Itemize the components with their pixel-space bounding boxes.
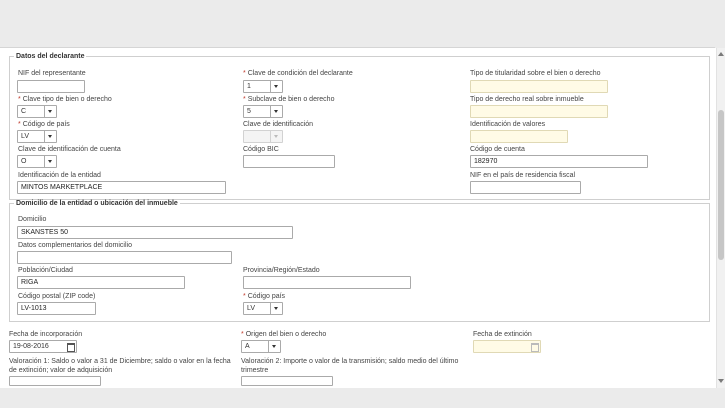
- chevron-down-icon[interactable]: [44, 156, 56, 167]
- valoracion2-label: Valoración 2: Importe o valor de la transmisión; saldo medio del último trimestre: [241, 358, 459, 374]
- clave-identificacion-cuenta-select[interactable]: [17, 155, 57, 168]
- valoracion1-label: Valoración 1: Saldo o valor a 31 de Diciembre; saldo o valor en la fecha de extinción; valor de adquisición: [9, 358, 231, 374]
- valoracion1-input[interactable]: [9, 376, 101, 386]
- tipo-titularidad-label: Tipo de titularidad sobre el bien o derecho: [470, 70, 601, 77]
- poblacion-label: Población/Ciudad: [18, 267, 73, 274]
- origen-bien-select[interactable]: [241, 340, 281, 353]
- clave-tipo-bien-select[interactable]: [17, 105, 57, 118]
- nif-residencia-label: NIF en el país de residencia fiscal: [470, 172, 576, 179]
- clave-condicion-select[interactable]: [243, 80, 283, 93]
- required-mark: *: [243, 293, 246, 300]
- required-mark: *: [243, 96, 246, 103]
- identificacion-entidad-input[interactable]: MINTOS MARKETPLACE: [17, 181, 226, 194]
- clave-condicion-value: 1: [247, 83, 251, 90]
- clave-identificacion-select[interactable]: [243, 130, 283, 143]
- fecha-extincion-input[interactable]: [473, 340, 541, 353]
- codigo-pais-value: LV: [21, 133, 30, 140]
- clave-condicion-text: Clave de condición del declarante: [247, 70, 353, 77]
- required-mark: *: [241, 331, 244, 338]
- chevron-down-icon[interactable]: [268, 341, 280, 352]
- codigo-pais-dom-label: [243, 292, 285, 301]
- provincia-label: Provincia/Región/Estado: [243, 267, 320, 274]
- required-mark: *: [18, 121, 21, 128]
- nif-representante-input[interactable]: [17, 80, 85, 93]
- codigo-cuenta-label: Código de cuenta: [470, 146, 525, 153]
- bottom-background: [0, 388, 725, 408]
- declarante-fieldset: [9, 53, 710, 200]
- codigo-pais-select[interactable]: [17, 130, 57, 143]
- codigo-bic-input[interactable]: [243, 155, 335, 168]
- clave-identificacion-cuenta-value: O: [21, 158, 27, 165]
- identificacion-entidad-label: Identificación de la entidad: [18, 172, 101, 179]
- subclave-bien-value: 5: [247, 108, 251, 115]
- fecha-incorporacion-value: 19-08-2016: [13, 343, 49, 350]
- nif-residencia-input[interactable]: [470, 181, 581, 194]
- chevron-down-icon[interactable]: [270, 303, 282, 314]
- identificacion-valores-label: Identificación de valores: [470, 121, 546, 128]
- origen-bien-label: [241, 330, 326, 339]
- origen-bien-text: Origen del bien o derecho: [245, 331, 327, 338]
- tipo-titularidad-input[interactable]: [470, 80, 608, 93]
- chevron-down-icon: [270, 131, 282, 142]
- calendar-icon[interactable]: [65, 341, 76, 352]
- domicilio-input[interactable]: SKANSTES 50: [17, 226, 293, 239]
- chevron-down-icon[interactable]: [270, 81, 282, 92]
- clave-tipo-bien-text: Clave tipo de bien o derecho: [22, 96, 112, 103]
- valoracion2-input[interactable]: [241, 376, 333, 386]
- codigo-pais-dom-text: Código país: [247, 293, 286, 300]
- tipo-derecho-real-label: Tipo de derecho real sobre inmueble: [470, 96, 584, 103]
- clave-tipo-bien-label: [18, 95, 112, 104]
- scroll-up-icon[interactable]: [718, 52, 724, 56]
- chevron-down-icon[interactable]: [44, 106, 56, 117]
- nif-representante-label: NIF del representante: [18, 70, 86, 77]
- origen-bien-value: A: [245, 343, 250, 350]
- fecha-incorporacion-label: Fecha de incorporación: [9, 331, 83, 338]
- clave-tipo-bien-value: C: [21, 108, 27, 115]
- chevron-down-icon[interactable]: [270, 106, 282, 117]
- subclave-bien-label: [243, 95, 334, 104]
- scroll-down-icon[interactable]: [718, 379, 724, 383]
- identificacion-valores-input[interactable]: [470, 130, 568, 143]
- clave-identificacion-cuenta-label: Clave de identificación de cuenta: [18, 146, 121, 153]
- poblacion-input[interactable]: RIGA: [17, 276, 185, 289]
- declarante-legend: Datos del declarante: [16, 53, 85, 60]
- provincia-input[interactable]: [243, 276, 411, 289]
- fecha-extincion-label: Fecha de extinción: [473, 331, 532, 338]
- codigo-postal-label: Código postal (ZIP code): [18, 293, 96, 300]
- tipo-derecho-real-input[interactable]: [470, 105, 608, 118]
- calendar-icon[interactable]: [529, 341, 540, 352]
- clave-identificacion-label: Clave de identificación: [243, 121, 314, 128]
- chevron-down-icon[interactable]: [44, 131, 56, 142]
- subclave-bien-text: Subclave de bien o derecho: [247, 96, 335, 103]
- codigo-cuenta-input[interactable]: 182970: [470, 155, 648, 168]
- domicilio-legend: Domicilio de la entidad o ubicación del inmueble: [16, 200, 178, 207]
- codigo-postal-input[interactable]: LV-1013: [17, 302, 96, 315]
- domicilio-label: Domicilio: [18, 216, 47, 223]
- scrollbar-thumb[interactable]: [718, 110, 724, 260]
- required-mark: *: [243, 70, 246, 77]
- top-background: [0, 0, 725, 48]
- codigo-bic-label: Código BIC: [243, 146, 279, 153]
- codigo-pais-label: [18, 120, 70, 129]
- codigo-pais-dom-select[interactable]: [243, 302, 283, 315]
- subclave-bien-select[interactable]: [243, 105, 283, 118]
- codigo-pais-dom-value: LV: [247, 305, 256, 312]
- clave-condicion-label: [243, 69, 353, 78]
- datos-complementarios-label: Datos complementarios del domicilio: [18, 242, 132, 249]
- datos-complementarios-input[interactable]: [17, 251, 232, 264]
- fecha-incorporacion-input[interactable]: [9, 340, 77, 353]
- required-mark: *: [18, 96, 21, 103]
- codigo-pais-text: Código de país: [22, 121, 70, 128]
